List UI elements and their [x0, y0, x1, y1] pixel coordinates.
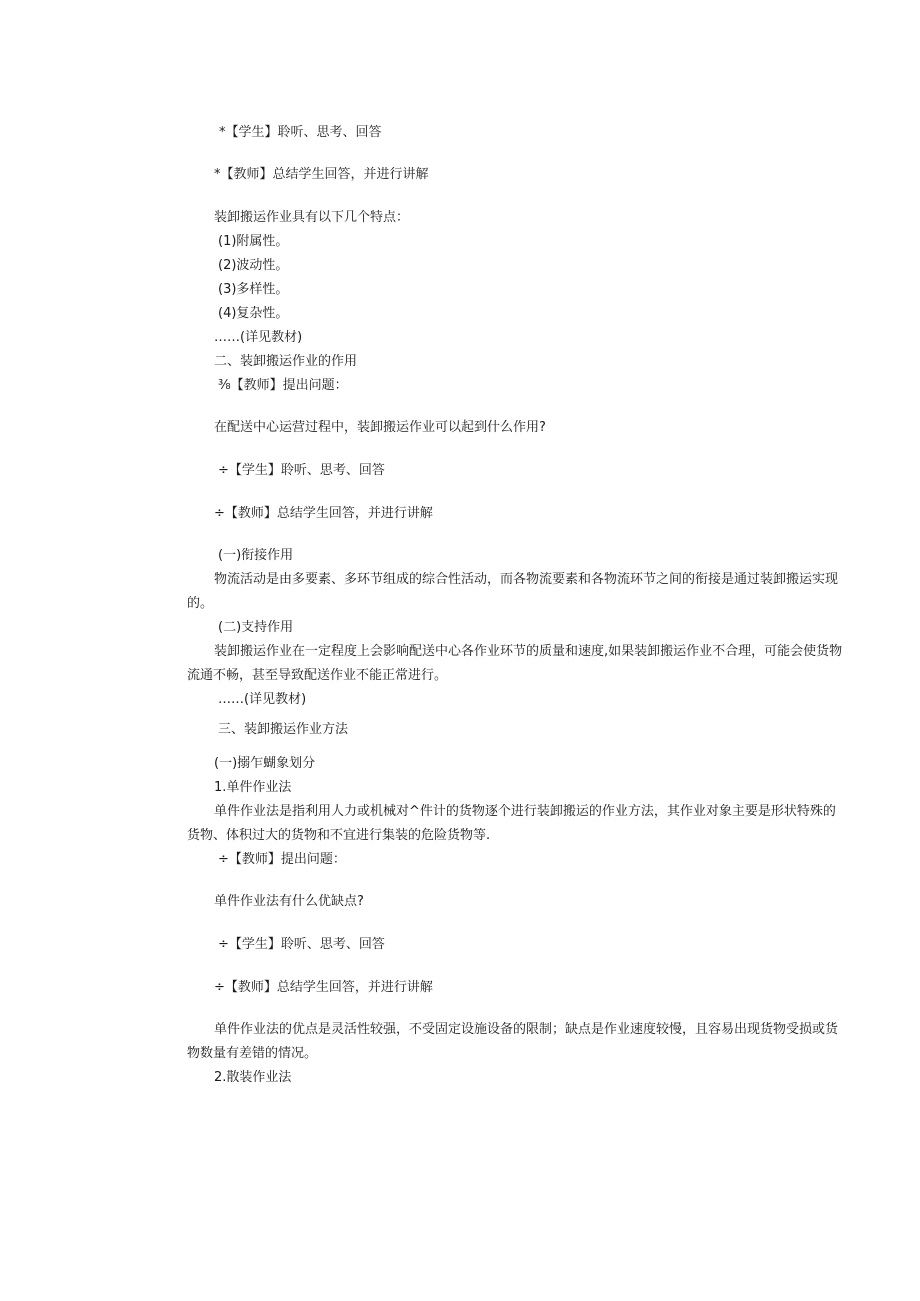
paragraph-line: 物数量有差错的情况。 — [187, 1046, 318, 1061]
paragraph-heading: 装卸搬运作业具有以下几个特点： — [214, 210, 410, 225]
subsection-heading: (一)搦乍蝴象划分 — [214, 756, 316, 771]
see-textbook-note: ……(详见教材) — [214, 330, 303, 345]
list-item: (1)附属性。 — [218, 234, 289, 249]
student-activity-line: *【学生】聆听、思考、回答 — [219, 125, 382, 140]
paragraph-line: 货物、体积过大的货物和不宜进行集装的危险货物等. — [187, 828, 491, 843]
teacher-activity-line: ÷【教师】总结学生回答，并进行讲解 — [214, 506, 433, 521]
student-activity-line: ÷【学生】聆听、思考、回答 — [218, 937, 385, 952]
teacher-question-line: ⅜【教师】提出问题： — [218, 378, 348, 393]
paragraph-line: 物流活动是由多要素、多环节组成的综合性活动，而各物流要素和各物流环节之间的衔接是通过装卸搬运实现 — [214, 572, 839, 587]
teacher-activity-line: ÷【教师】总结学生回答，并进行讲解 — [214, 980, 433, 995]
subsection-heading: (二)支持作用 — [218, 620, 294, 635]
paragraph-line: 的。 — [187, 596, 214, 611]
question-text: 在配送中心运营过程中，装卸搬运作业可以起到什么作用? — [214, 420, 546, 435]
teacher-question-line: ÷【教师】提出问题： — [218, 852, 346, 867]
see-textbook-note: ……(详见教材) — [218, 692, 307, 707]
student-activity-line: ÷【学生】聆听、思考、回答 — [218, 463, 385, 478]
list-item: (4)复杂性。 — [218, 306, 289, 321]
paragraph-line: 单件作业法的优点是灵活性较强，不受固定设施设备的限制；缺点是作业速度较慢，且容易出现货物受损或货 — [214, 1022, 839, 1037]
list-item: (3)多样性。 — [218, 282, 289, 297]
section-heading: 二、装卸搬运作业的作用 — [214, 354, 358, 369]
list-item: (2)波动性。 — [218, 258, 289, 273]
paragraph-line: 单件作业法是指利用人力或机械对^件计的货物逐个进行装卸搬运的作业方法，其作业对象主要是形状特殊的 — [214, 804, 836, 819]
teacher-activity-line: *【教师】总结学生回答，并进行讲解 — [214, 167, 429, 182]
section-heading: 三、装卸搬运作业方法 — [218, 722, 349, 737]
paragraph-line: 装卸搬运作业在一定程度上会影响配送中心各作业环节的质量和速度,如果装卸搬运作业不合理，可能会使货物 — [214, 644, 843, 659]
method-heading: 1.单件作业法 — [214, 780, 292, 795]
paragraph-line: 流通不畅，甚至导致配送作业不能正常进行。 — [187, 668, 448, 683]
subsection-heading: (一)衔接作用 — [218, 548, 294, 563]
method-heading: 2.散装作业法 — [214, 1070, 292, 1085]
question-text: 单件作业法有什么优缺点? — [214, 894, 364, 909]
